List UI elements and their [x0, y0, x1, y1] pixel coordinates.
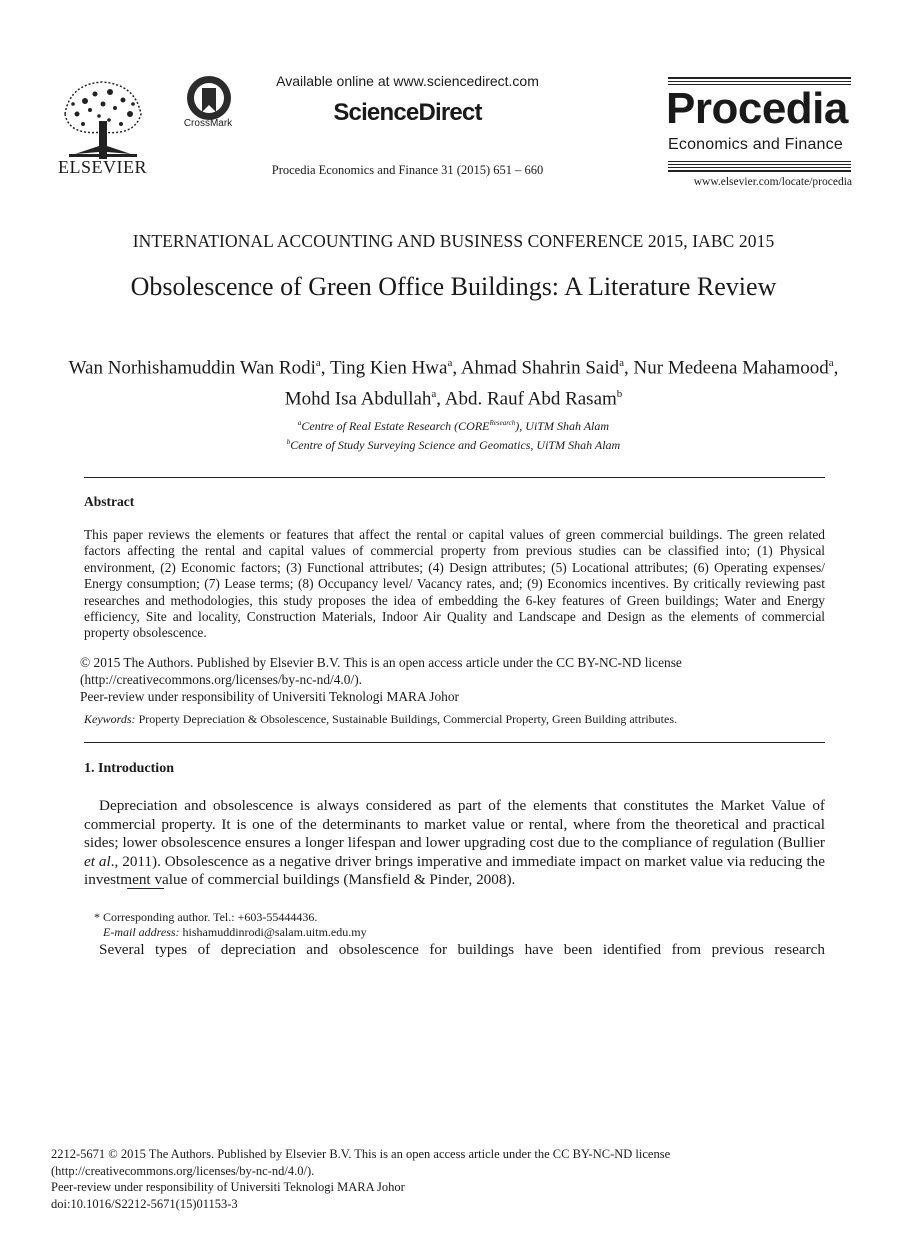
- affiliation-a: [60, 415, 847, 434]
- procedia-url-link[interactable]: www.elsevier.com/locate/procedia: [693, 176, 852, 188]
- footer-doi[interactable]: doi:10.1016/S2212-5671(15)01153-3: [51, 1196, 238, 1211]
- keywords-text: Property Depreciation & Obsolescence, Sustainable Buildings, Commercial Property, Green Building attributes.: [135, 712, 677, 726]
- peer-review-line: Peer-review under responsibility of Universiti Teknologi MARA Johor: [80, 689, 460, 704]
- license-line: © 2015 The Authors. Published by Elsevier B.V. This is an open access article under the CC BY-NC-ND license: [80, 655, 682, 670]
- text-underline-mark: [127, 888, 164, 889]
- license-link[interactable]: (http://creativecommons.org/licenses/by-nc-nd/4.0/).: [80, 672, 363, 687]
- conference-name: INTERNATIONAL ACCOUNTING AND BUSINESS CONFERENCE 2015, IABC 2015: [132, 231, 775, 251]
- affiliation-superscript: Research: [489, 419, 516, 427]
- corresponding-author: * Corresponding author. Tel.: +603-55444436.: [94, 910, 318, 924]
- affiliation-b: [60, 434, 847, 453]
- affiliation-mark: a: [297, 419, 302, 427]
- crossmark-label: CrossMark: [183, 118, 233, 129]
- affiliation-text: Centre of Study Surveying Science and Geomatics, UiTM Shah Alam: [290, 438, 621, 452]
- author-affiliation-mark: a: [431, 388, 437, 401]
- corresponding-author-footnote: [94, 910, 794, 940]
- paper-title: Obsolescence of Green Office Buildings: A Literature Review: [130, 272, 777, 301]
- author-affiliation-mark: a: [315, 357, 321, 369]
- author-name: Ting Kien Hwa: [329, 357, 448, 379]
- author-separator: ,: [436, 388, 445, 410]
- introduction-paragraph-2: Several types of depreciation and obsolescence for buildings have been identified from previous research: [99, 941, 825, 958]
- abstract-body: This paper reviews the elements or features that affect the rental or capital values of green commercial buildings. The green related factors affecting the rental and capital values of commercial property from previous studies can be classified into; (1) Physical environment, (2) Economic factors; (3) Functional attributes; (4) Design attributes; (5) Locational attributes; (6) Operating expenses/ Energy consumption; (7) Lease terms; (8) Occupancy level/ Vacancy rates, and; (9) Economics incentives. By critically reviewing past researches and methodologies, this study proposes the idea of embedding the 6-key features of Green buildings; Water and Energy efficiency, Site and locality, Construction Materials, Indoor Air Quality and Landscape and Design as the elements of commercial property obsolescence.: [84, 527, 825, 641]
- author-separator: ,: [833, 357, 839, 379]
- author-name: Mohd Isa Abdullah: [284, 388, 432, 410]
- available-online-text: Available online at www.sciencedirect.com: [276, 73, 539, 89]
- author-separator: ,: [452, 357, 461, 379]
- page-footer: [51, 1146, 811, 1212]
- footer-license-link[interactable]: (http://creativecommons.org/licenses/by-nc-nd/4.0/).: [51, 1163, 315, 1178]
- section-heading-introduction: 1. Introduction: [84, 761, 174, 776]
- email-line: [94, 925, 794, 940]
- email-label: E-mail address:: [103, 925, 180, 939]
- affiliation-text: ), UiTM Shah Alam: [515, 419, 610, 433]
- license-statement: [80, 654, 825, 705]
- affiliation-text: Centre of Real Estate Research (CORE: [301, 419, 490, 433]
- publisher-name: ELSEVIER: [58, 157, 147, 177]
- abstract-heading: Abstract: [84, 494, 135, 509]
- intro-text: ., 2011). Obsolescence as a negative driver brings imperative and immediate impact on market value via reducing the investment value of commercial buildings (Mansfield & Pinder, 2008).: [84, 852, 825, 888]
- affiliation-mark: b: [286, 438, 291, 446]
- intro-text: Depreciation and obsolescence is always considered as part of the elements that constitutes the Market Value of commercial property. It is one of the determinants to market value or rental, where from the theoretical and practical sides; lower obsolescence ensures a longer lifespan and lower upgrading cost due to the compliance of regulation (Bullier: [84, 797, 825, 851]
- author-separator: ,: [320, 357, 330, 379]
- author-name: Wan Norhishamuddin Wan Rodi: [68, 357, 316, 379]
- journal-reference: Procedia Economics and Finance 31 (2015) 651 – 660: [271, 163, 544, 177]
- affiliations: [60, 415, 847, 453]
- footer-license: 2212-5671 © 2015 The Authors. Published by Elsevier B.V. This is an open access article under the CC BY-NC-ND license: [51, 1147, 671, 1161]
- author-list: [60, 350, 847, 413]
- divider-top: [84, 477, 825, 478]
- keywords: [84, 712, 825, 727]
- author-name: Nur Medeena Mahamood: [633, 357, 829, 379]
- author-name: Abd. Rauf Abd Rasam: [444, 388, 617, 410]
- procedia-subtitle: Economics and Finance: [668, 136, 843, 153]
- author-name: Ahmad Shahrin Said: [460, 357, 620, 379]
- author-affiliation-mark: b: [616, 388, 623, 401]
- footer-peer-review: Peer-review under responsibility of Universiti Teknologi MARA Johor: [51, 1180, 405, 1194]
- intro-italic: et al: [84, 852, 111, 870]
- divider-bottom: [84, 742, 825, 743]
- keywords-label: Keywords:: [84, 712, 136, 726]
- procedia-bottom-rule: [668, 160, 851, 172]
- email-address[interactable]: hishamuddinrodi@salam.uitm.edu.my: [179, 925, 367, 939]
- author-affiliation-mark: a: [619, 357, 625, 369]
- author-affiliation-mark: a: [447, 357, 453, 369]
- author-separator: ,: [624, 357, 634, 379]
- author-affiliation-mark: a: [828, 357, 834, 369]
- procedia-title: Procedia: [666, 84, 848, 133]
- introduction-paragraph: [84, 797, 825, 890]
- sciencedirect-logo: ScienceDirect: [333, 99, 482, 126]
